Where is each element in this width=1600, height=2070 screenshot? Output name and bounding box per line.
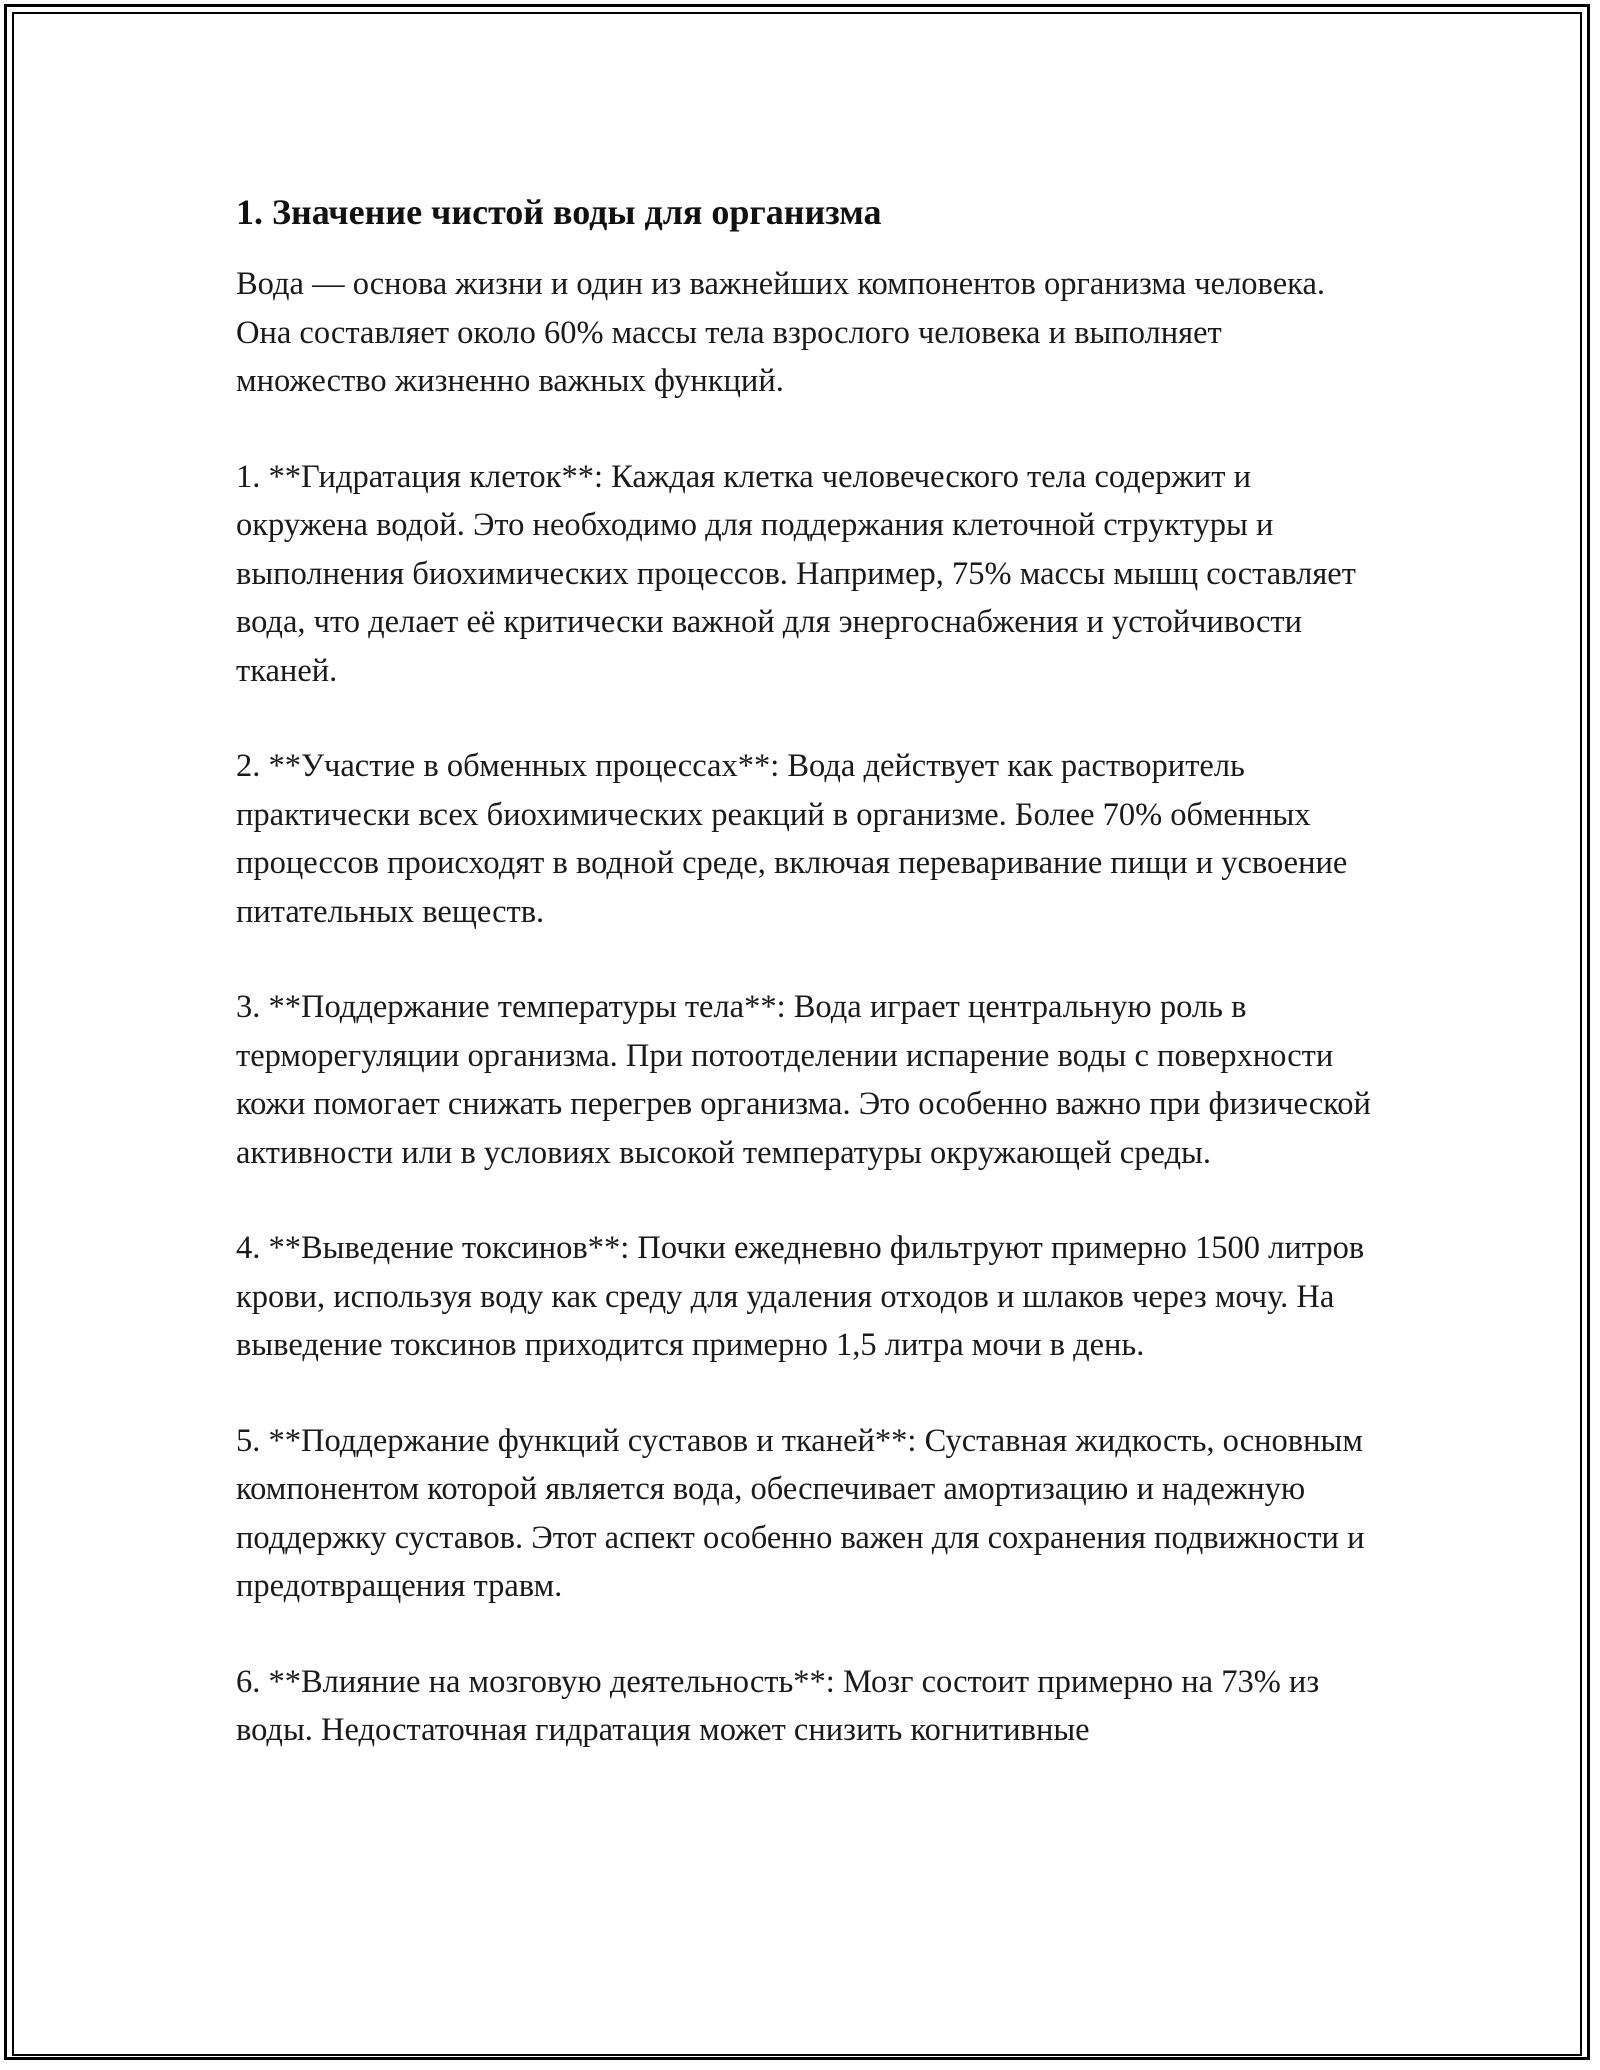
document-body	[236, 186, 1376, 1802]
paragraph-temperature: 3. **Поддержание температуры тела**: Вода играет центральную роль в терморегуляции организма. При потоотделении испарение воды с поверхности кожи помогает снижать перегрев организма. Это особенно важно при физической активности или в условиях высокой температуры окружающей среды.	[236, 989, 1371, 1171]
paragraph-toxins: 4. **Выведение токсинов**: Почки ежедневно фильтруют примерно 1500 литров крови, используя воду как среду для удаления отходов и шлаков через мочу. На выведение токсинов приходится примерно 1,5 литра мочи в день.	[236, 1230, 1365, 1363]
paragraph-cell-hydration: 1. **Гидратация клеток**: Каждая клетка человеческого тела содержит и окружена водой. Это необходимо для поддержания клеточной структуры и выполнения биохимических процессов. Например, 75% массы мышц составляет вода, что делает её критически важной для энергоснабжения и устойчивости тканей.	[236, 458, 1356, 689]
paragraph-intro: Вода — основа жизни и один из важнейших компонентов организма человека. Она составляет около 60% массы тела взрослого человека и выполняет множество жизненно важных функций.	[236, 266, 1325, 399]
paragraph-metabolism: 2. **Участие в обменных процессах**: Вода действует как растворитель практически всех биохимических реакций в организме. Более 70% обменных процессов происходят в водной среде, включая переваривание пищи и усвоение питательных веществ.	[236, 748, 1348, 930]
paragraph-brain: 6. **Влияние на мозговую деятельность**: Мозг состоит примерно на 73% из воды. Недостаточная гидратация может снизить когнитивные	[236, 1663, 1320, 1748]
paragraph-joints: 5. **Поддержание функций суставов и тканей**: Суставная жидкость, основным компонентом которой является вода, обеспечивает амортизацию и надежную поддержку суставов. Этот аспект особенно важен для сохранения подвижности и предотвращения травм.	[236, 1422, 1365, 1604]
section-title: 1. Значение чистой воды для организма	[236, 192, 882, 232]
